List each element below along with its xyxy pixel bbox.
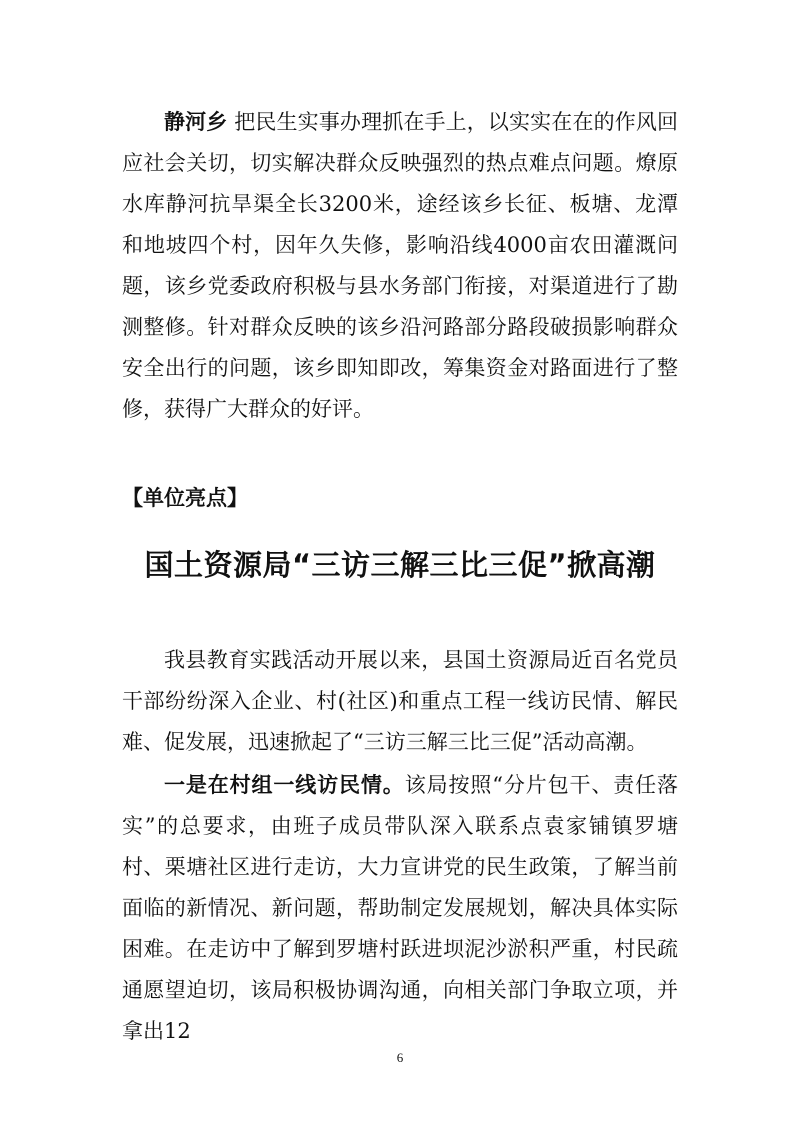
page-number: 6 bbox=[396, 1050, 404, 1065]
intro-paragraph-lead: 静河乡 bbox=[164, 109, 228, 134]
article-title: 国土资源局“三访三解三比三促”掀高潮 bbox=[144, 548, 656, 582]
body-paragraph-2-lead: 一是在村组一线访民情。 bbox=[164, 772, 405, 797]
body-paragraph-2-text: 该局按照“分片包干、责任落实”的总要求，由班子成员带队深入联系点袁家铺镇罗塘村、栗塘社区进行走访，大力宣讲党的民生政策，了解当前面临的新情况、新问题，帮助制定发展规划，解决具体实际困难。在走访中了解到罗塘村跃进坝泥沙淤积严重，村民疏通愿望迫切，该局积极协调沟通，向相关部门争取立项，并拿出12 bbox=[122, 773, 678, 1043]
body-paragraph-1: 我县教育实践活动开展以来，县国土资源局近百名党员干部纷纷深入企业、村(社区)和重点工程一线访民情、解民难、促发展，迅速掀起了“三访三解三比三促”活动高潮。 bbox=[122, 648, 678, 754]
body-paragraph-2 bbox=[122, 764, 678, 1052]
section-tag: 【单位亮点】 bbox=[122, 486, 248, 510]
intro-paragraph bbox=[122, 101, 678, 430]
intro-paragraph-text: 把民生实事办理抓在手上，以实实在在的作风回应社会关切，切实解决群众反映强烈的热点难点问题。燎原水库静河抗旱渠全长3200米，途经该乡长征、板塘、龙潭和地坡四个村，因年久失修，影响沿线4000亩农田灌溉问题，该乡党委政府积极与县水务部门衔接，对渠道进行了勘测整修。针对群众反映的该乡沿河路部分路段破损影响群众安全出行的问题，该乡即知即改，筹集资金对路面进行了整修，获得广大群众的好评。 bbox=[122, 110, 678, 421]
